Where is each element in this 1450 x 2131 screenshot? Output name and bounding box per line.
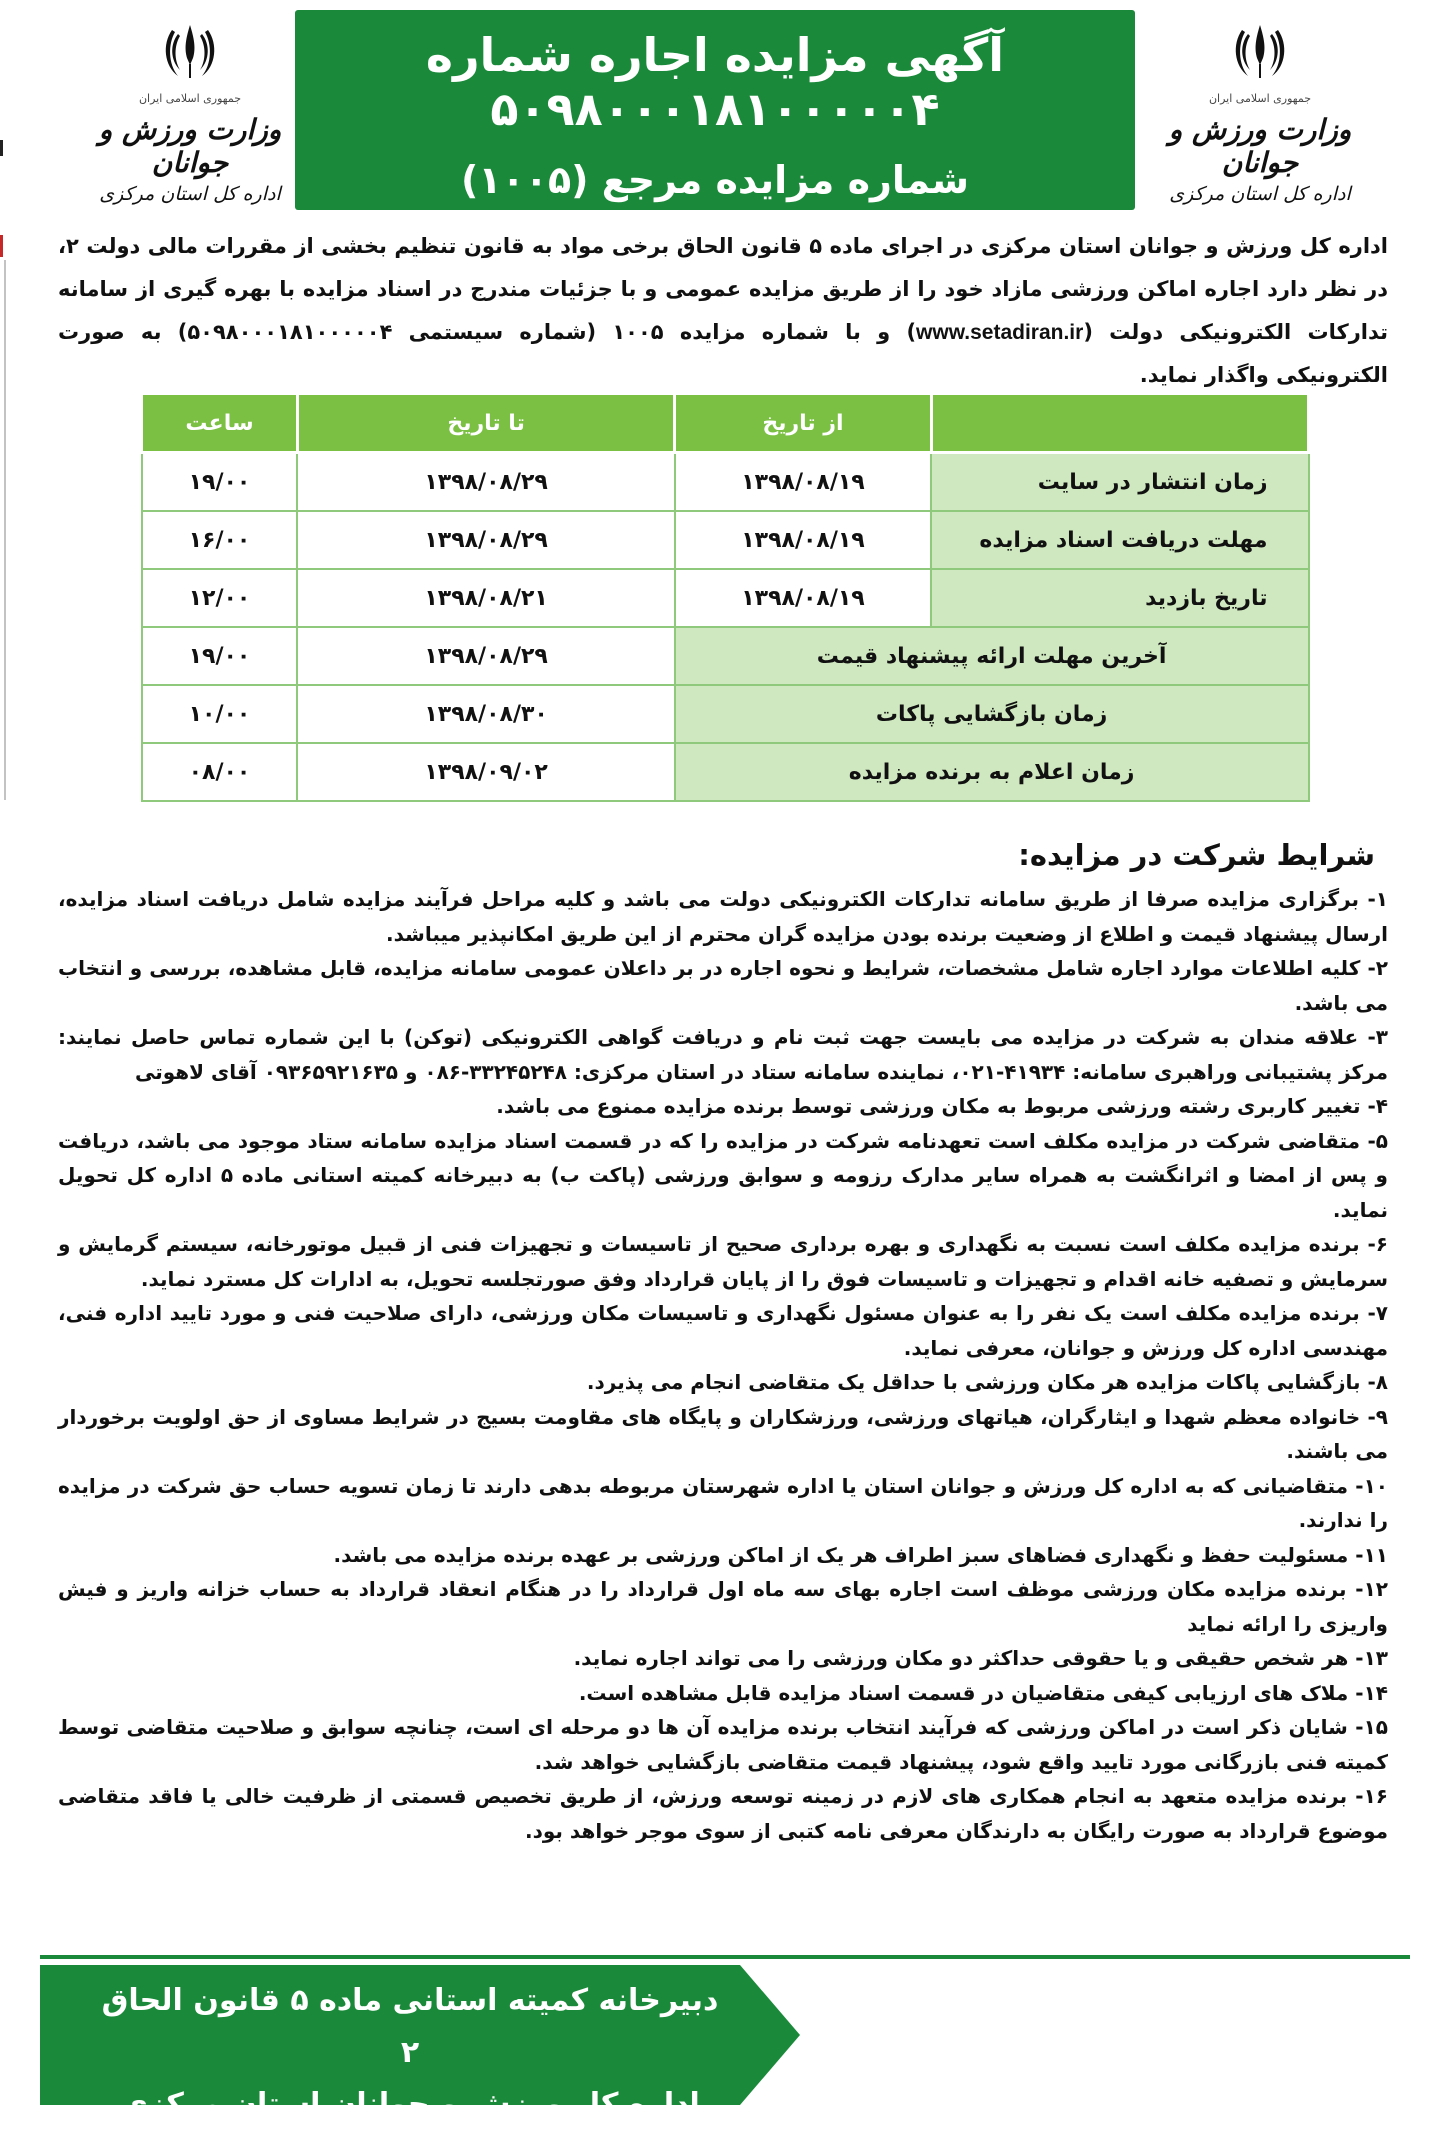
row-hour: ۱۹/۰۰ — [142, 627, 298, 685]
condition-item: ۳- علاقه مندان به شرکت در مزایده می بایست جهت ثبت نام و دریافت گواهی الکترونیکی (توکن) با این شماره تماس حاصل نمایند: مرکز پشتیبانی وراهبری سامانه: ۴۱۹۳۴-۰۲۱، نماینده سامانه ستاد در استان مرکزی: ۳۳۲۴۵۲۴۸-۰۸۶ و ۰۹۳۶۵۹۲۱۶۳۵ آقای لاهوتی — [58, 1025, 1388, 1084]
row-hour: ۱۲/۰۰ — [142, 569, 298, 627]
header-to-date: تا تاریخ — [297, 394, 674, 453]
table-row — [142, 743, 1309, 801]
conditions-list — [58, 882, 1388, 1848]
intro-text-part1: اداره کل ورزش و جوانان استان مرکزی در اجرای ماده ۵ قانون الحاق برخی مواد به قانون تنظیم بخشی از مقررات مالی دولت ۲، در نظر دارد اجاره اماکن ورزشی مازاد خود را از طریق مزایده عمومی و با جزئیات مندرج در اسناد مزایده با بهره گیری از سامانه تدارکات الکترونیکی دولت ( — [58, 234, 1388, 344]
condition-item: ۱۲- برنده مزایده مکان ورزشی موظف است اجاره بهای سه ماه اول قرارداد را در هنگام انعقاد قرارداد به حساب خزانه واریز و فیش واریزی را ارائه نماید — [58, 1577, 1388, 1636]
row-label: زمان اعلام به برنده مزایده — [675, 743, 1309, 801]
logo-office-name: اداره کل استان مرکزی — [99, 183, 281, 205]
row-label: تاریخ بازدید — [931, 569, 1308, 627]
iran-emblem-icon — [1230, 20, 1290, 90]
condition-item: ۱۰- متقاضیانی که به اداره کل ورزش و جوانان استان یا اداره شهرستان مربوطه بدهی دارند تا زمان تسویه حساب حق شرکت در مزایده را ندارند. — [58, 1473, 1388, 1532]
table-header-row — [142, 394, 1309, 453]
row-to-date: ۱۳۹۸/۰۸/۲۹ — [297, 453, 674, 512]
footer-line2: اداره کل ورزش و جوانان استان مرکزی — [120, 2087, 700, 2122]
row-hour: ۰۸/۰۰ — [142, 743, 298, 801]
ministry-logo-left — [60, 10, 320, 215]
row-label: مهلت دریافت اسناد مزایده — [931, 511, 1308, 569]
footer-text — [100, 1975, 720, 2131]
table-row — [142, 453, 1309, 512]
notice-title: آگهی مزایده اجاره شماره ۵۰۹۸۰۰۰۱۸۱۰۰۰۰۰۴ — [425, 28, 1005, 136]
row-hour: ۱۰/۰۰ — [142, 685, 298, 743]
logo-ministry-name: وزارت ورزش و جوانان — [1168, 113, 1352, 179]
footer-divider — [40, 1955, 1410, 1959]
table-row — [142, 511, 1309, 569]
table-row — [142, 569, 1309, 627]
logo-office-name: اداره کل استان مرکزی — [1169, 183, 1351, 205]
notice-header — [40, 10, 1410, 215]
setadiran-link[interactable]: www.setadiran.ir — [916, 321, 1084, 344]
intro-text-part2: ) و با شماره مزایده ۱۰۰۵ (شماره سیستمی ۵۰۹۸۰۰۰۱۸۱۰۰۰۰۰۴) به صورت الکترونیکی واگذار نماید. — [58, 320, 1388, 387]
row-hour: ۱۹/۰۰ — [142, 453, 298, 512]
intro-paragraph — [58, 225, 1388, 397]
row-hour: ۱۶/۰۰ — [142, 511, 298, 569]
page-edge-strip — [0, 0, 14, 2115]
logo-subtitle: جمهوری اسلامی ایران — [1208, 92, 1312, 105]
logo-subtitle: جمهوری اسلامی ایران — [138, 92, 242, 105]
condition-item: ۴- تغییر کاربری رشته ورزشی مربوط به مکان ورزشی توسط برنده مزایده ممنوع می باشد. — [496, 1094, 1388, 1118]
condition-item: ۱۳- هر شخص حقیقی و یا حقوقی حداکثر دو مکان ورزشی را می تواند اجاره نماید. — [573, 1646, 1388, 1670]
footer-line1: دبیرخانه کمیته استانی ماده ۵ قانون الحاق ۲ — [101, 1983, 719, 2070]
row-to-date: ۱۳۹۸/۰۸/۲۱ — [297, 569, 674, 627]
schedule-table — [140, 392, 1310, 802]
title-banner — [295, 10, 1135, 210]
condition-item: ۱۵- شایان ذکر است در اماکن ورزشی که فرآیند انتخاب برنده مزایده آن ها دو مرحله ای است، چنانچه سوابق و صلاحیت متقاضی توسط کمیته فنی بازرگانی مورد تایید واقع شود، پیشنهاد قیمت متقاضی بازگشایی خواهد شد. — [58, 1715, 1388, 1774]
row-to-date: ۱۳۹۸/۰۸/۲۹ — [297, 511, 674, 569]
condition-item: ۱- برگزاری مزایده صرفا از طریق سامانه تدارکات الکترونیکی دولت می باشد و کلیه مراحل فرآیند مزایده شامل دریافت اسناد مزایده، ارسال پیشنهاد قیمت و اطلاع از وضعیت برنده بودن مزایده گران محترم از این طریق امکانپذیر میباشد. — [58, 887, 1388, 946]
header-from-date: از تاریخ — [675, 394, 932, 453]
condition-item: ۷- برنده مزایده مکلف است یک نفر را به عنوان مسئول نگهداری و تاسیسات مکان ورزشی، دارای صلاحیت فنی و مورد تایید اداره فنی، مهندسی اداره کل ورزش و جوانان، معرفی نماید. — [58, 1301, 1388, 1360]
condition-item: ۲- کلیه اطلاعات موارد اجاره شامل مشخصات، شرایط و نحوه اجاره در بر داعلان عمومی سامانه مزایده، قابل مشاهده، بررسی و انتخاب می باشد. — [58, 956, 1388, 1015]
iran-emblem-icon — [160, 20, 220, 90]
row-from-date: ۱۳۹۸/۰۸/۱۹ — [675, 453, 932, 512]
condition-item: ۸- بازگشایی پاکات مزایده هر مکان ورزشی با حداقل یک متقاضی انجام می پذیرد. — [586, 1370, 1388, 1394]
row-from-date: ۱۳۹۸/۰۸/۱۹ — [675, 511, 932, 569]
condition-item: ۱۴- ملاک های ارزیابی کیفی متقاضیان در قسمت اسناد مزایده قابل مشاهده است. — [578, 1680, 1388, 1705]
row-label: زمان انتشار در سایت — [931, 453, 1308, 512]
condition-item: ۶- برنده مزایده مکلف است نسبت به نگهداری و بهره برداری صحیح از تاسیسات و تجهیزات فنی از قبیل موتورخانه، سیستم گرمایش و سرمایش و تصفیه خانه اقدام و تجهیزات و تاسیسات فوق را از پایان قرارداد وفق صورتجلسه تحویل، به ادارات کل مسترد نماید. — [58, 1232, 1388, 1291]
condition-item: ۱۱- مسئولیت حفظ و نگهداری فضاهای سبز اطراف هر یک از اماکن ورزشی بر عهده برنده مزایده می باشد. — [333, 1542, 1388, 1567]
row-label: زمان بازگشایی پاکات — [675, 685, 1309, 743]
row-label: آخرین مهلت ارائه پیشنهاد قیمت — [675, 627, 1309, 685]
row-to-date: ۱۳۹۸/۰۸/۲۹ — [297, 627, 674, 685]
table-row — [142, 627, 1309, 685]
row-to-date: ۱۳۹۸/۰۸/۳۰ — [297, 685, 674, 743]
condition-item: ۵- متقاضی شرکت در مزایده مکلف است تعهدنامه شرکت در مزایده را که در قسمت اسناد مزایده سامانه ستاد موجود می باشد، دریافت و پس از امضا و اثرانگشت به همراه سایر مدارک رزومه و سوابق ورزشی (پاکت ب) به دبیرخانه کمیته استانی ماده ۵ اداره کل تحویل نماید. — [58, 1128, 1388, 1222]
condition-item: ۱۶- برنده مزایده متعهد به انجام همکاری های لازم در زمینه توسعه ورزش، از طریق تخصیص قسمتی از ظرفیت خالی یا فاقد متقاضی موضوع قرارداد به صورت رایگان به دارندگان معرفی نامه کتبی از سوی موجر خواهد بود. — [58, 1784, 1388, 1843]
ministry-logo-right — [1130, 10, 1390, 215]
row-from-date: ۱۳۹۸/۰۸/۱۹ — [675, 569, 932, 627]
row-to-date: ۱۳۹۸/۰۹/۰۲ — [297, 743, 674, 801]
footer-banner — [40, 1965, 800, 2122]
header-hour: ساعت — [142, 394, 298, 453]
logo-ministry-name: وزارت ورزش و جوانان — [98, 113, 282, 179]
header-label-col — [931, 394, 1308, 453]
reference-number: شماره مزایده مرجع (۱۰۰۵) — [461, 158, 969, 202]
condition-item: ۹- خانواده معظم شهدا و ایثارگران، هیاتهای ورزشی، ورزشکاران و پایگاه های مقاومت بسیج در شرایط مساوی از حق اولویت برخوردار می باشند. — [58, 1404, 1388, 1463]
table-row — [142, 685, 1309, 743]
conditions-title: شرایط شرکت در مزایده: — [1018, 838, 1375, 872]
